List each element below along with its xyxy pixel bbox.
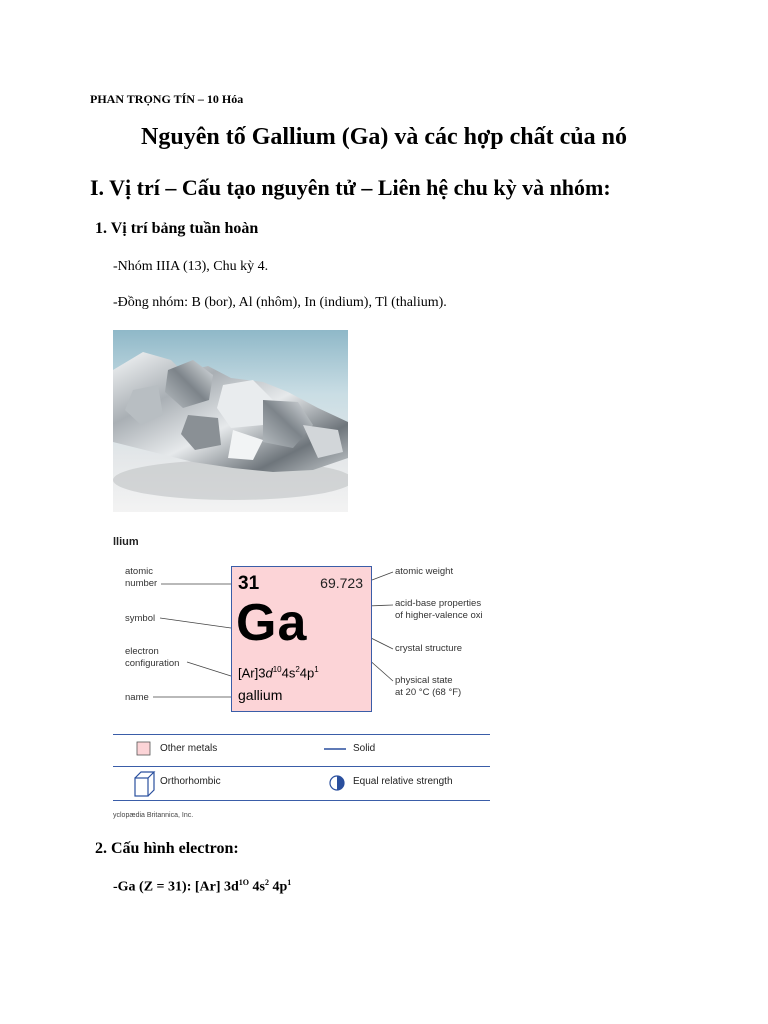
figure-title: llium (113, 536, 139, 548)
document-title: Nguyên tố Gallium (Ga) và các hợp chất của nó (141, 124, 627, 150)
legend-equal-strength: Equal relative strength (353, 776, 453, 787)
label-name: name (125, 692, 149, 703)
section-heading: I. Vị trí – Cấu tạo nguyên tử – Liên hệ chu kỳ và nhóm: (90, 175, 611, 200)
subsection-heading-electron-config: 2. Cấu hình electron: (95, 840, 239, 857)
atomic-number: 31 (238, 573, 260, 594)
element-name: gallium (238, 687, 283, 703)
label-atomic-weight: atomic weight (395, 566, 454, 577)
legend-solid: Solid (353, 743, 376, 754)
ga-electron-configuration: -Ga (Z = 31): [Ar] $3d^{1O}$ $4s^2$ $4p^1$ (113, 878, 292, 895)
atomic-weight: 69.723 (320, 575, 363, 591)
subsection-heading-position: 1. Vị trí bảng tuần hoàn (95, 220, 259, 237)
label-symbol: symbol (125, 613, 156, 624)
electron-configuration: $[Ar]3d^{10}4s^24p^1$ (238, 665, 319, 681)
group-members-text: -Đồng nhóm: B (bor), Al (nhôm), In (indium), Tl (thalium). (113, 295, 447, 310)
legend-orthorhombic: Orthorhombic (160, 776, 221, 787)
group-period-text: -Nhóm IIIA (13), Chu kỳ 4. (113, 259, 269, 274)
gallium-photo (113, 330, 348, 512)
label-atomic-number: atomic number (125, 566, 158, 589)
author-line: PHAN TRỌNG TÍN – 10 Hóa (90, 92, 244, 106)
label-electron-configuration: electron configuration (125, 646, 180, 669)
gallium-element-figure (113, 532, 491, 824)
label-crystal-structure: crystal structure (395, 643, 463, 654)
figure-credit: yclopædia Britannica, Inc. (113, 812, 194, 819)
element-cell (231, 566, 372, 712)
label-physical-state: physical state at 20 °C (68 °F) (395, 675, 462, 698)
label-acid-base: acid-base properties of higher-valence oxi (395, 598, 483, 621)
legend-other-metals: Other metals (160, 743, 218, 754)
element-symbol: Ga (236, 594, 308, 652)
